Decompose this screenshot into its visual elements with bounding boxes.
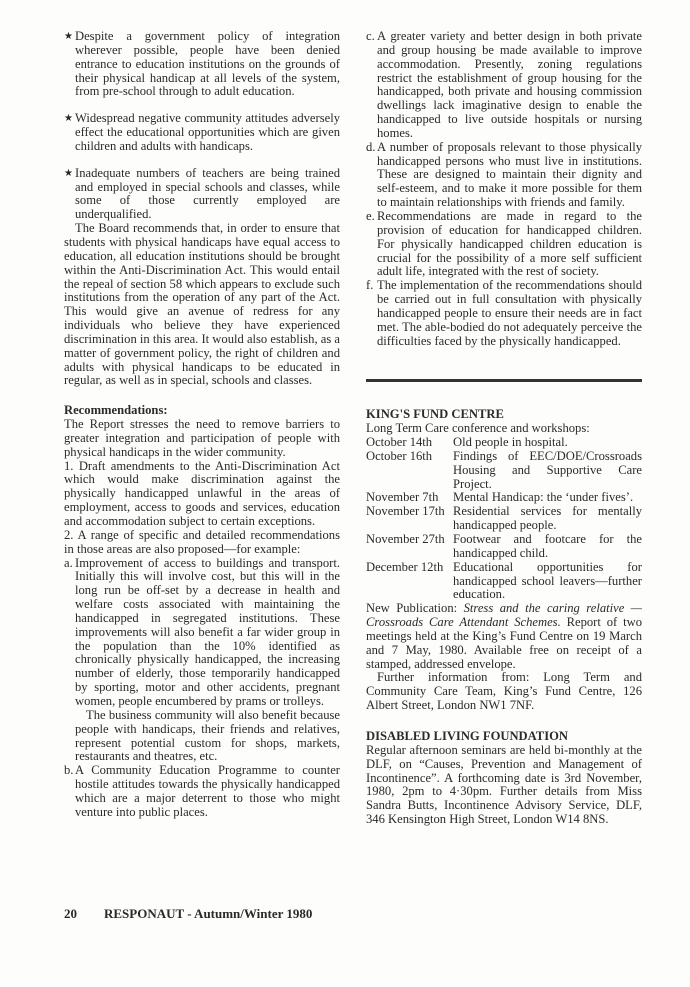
recommendations-intro: The Report stresses the need to remove barriers to greater integration and participation of people with physical handicaps in the wider community. xyxy=(64,417,340,459)
schedule-topic: Findings of EEC/DOE/Crossroads Housing and Supportive Care Project. xyxy=(453,448,642,491)
schedule-topic: Old people in hospital. xyxy=(453,435,568,450)
recommendations-heading: Recommendations: xyxy=(64,403,168,418)
lettered-item-b xyxy=(64,764,340,819)
publication-name: RESPONAUT - Autumn/Winter 1980 xyxy=(104,906,313,921)
item-text: Recommendations are made in regard to the provision of education for handicapped children. For physically handicapped children education is crucial for the possibility of a more self sufficient adult life, integrated with the rest of society. xyxy=(377,208,642,279)
item-label: b. xyxy=(64,763,74,778)
schedule-list xyxy=(366,436,642,602)
schedule-topic: Educational opportunities for handicapped school leavers—further education. xyxy=(453,559,642,602)
item-text: A greater variety and better design in both private and group housing be made available to improve accommodation. Presently, zoning regulations restrict the establishment of group housing for the handicapped, both private and housing commission dwellings lack imaginative design to enable the handicapped to live outside hospitals or nursing homes. xyxy=(377,29,642,140)
lettered-item-e xyxy=(366,210,642,279)
publication-title: Stress and the caring relative — Crossroads Care Attendant Schemes. xyxy=(366,601,642,630)
schedule-date: October 16th xyxy=(366,448,433,463)
numbered-recommendation: 1. Draft amendments to the Anti-Discrimination Act which would make discrimination against the physically handicapped unlawful in the areas of employment, access to goods and services, education and accommodation subject to certain exceptions. xyxy=(64,458,340,528)
schedule-date: November 7th xyxy=(366,490,439,505)
kings-fund-intro: Long Term Care conference and workshops: xyxy=(366,421,590,436)
publication-description: Report of two meetings held at the King’s Fund Centre on 19 March and 7 May, 1980. Available free on receipt of a stamped, addressed envelope. xyxy=(366,615,642,671)
item-a-continuation: The business community will also benefit because people with handicaps, their friends and relatives, represent potential custom for shops, markets, restaurants and theatres, etc. xyxy=(75,707,340,764)
bullet-text: Despite a government policy of integration wherever possible, people have been denied entrance to education institutions on the grounds of their physical handicap at all levels of the system, from pre-school through to adult education. xyxy=(75,29,340,99)
right-column xyxy=(366,30,642,827)
page-number: 20 xyxy=(64,906,77,921)
item-label: d. xyxy=(366,139,376,154)
numbered-recommendation: 2. A range of specific and detailed recommendations in those areas are also proposed—for example: xyxy=(64,527,340,556)
item-text: Improvement of access to buildings and transport. Initially this will involve cost, but this will in the long run be off-set by a decrease in health and welfare costs associated with maintaining the handicapped in segregated institutions. These improvements will also benefit a far wider group in the population than the 10% identified as chronically physically handicapped, the increasing number of elderly, those temporarily handicapped by sporting, motor and other accidents, pregnant women, people encumbered by prams or trolleys. xyxy=(75,555,340,708)
further-information: Further information from: Long Term and Community Care Team, King’s Fund Centre, 126 Albert Street, London NW1 7NF. xyxy=(366,670,642,713)
kings-fund-heading: KING'S FUND CENTRE xyxy=(366,407,504,422)
star-bullet-icon: ★ xyxy=(64,167,73,179)
schedule-row xyxy=(366,450,642,492)
lettered-item-c xyxy=(366,30,642,141)
lettered-item-a xyxy=(64,557,340,709)
schedule-row xyxy=(366,436,642,450)
item-text: A Community Education Programme to counter hostile attitudes towards the physically handicapped which are a major deterrent to those who might venture into public places. xyxy=(75,763,340,819)
schedule-date: November 27th xyxy=(366,532,445,546)
bullet-item xyxy=(64,167,340,222)
schedule-topic: Mental Handicap: the ‘under fives’. xyxy=(453,490,634,505)
schedule-topic: Footwear and footcare for the handicapped child. xyxy=(453,532,642,560)
publication-label: New Publication: xyxy=(366,601,464,616)
bullet-text: Inadequate numbers of teachers are being trained and employed in special schools and classes, while some of those currently employed are underqualified. xyxy=(75,165,340,222)
item-label: c. xyxy=(366,29,375,43)
schedule-row xyxy=(366,505,642,533)
schedule-date: November 17th xyxy=(366,504,445,519)
bullet-item xyxy=(64,30,340,99)
schedule-row xyxy=(366,533,642,561)
schedule-row xyxy=(366,491,642,505)
left-column xyxy=(64,30,340,820)
item-label: a. xyxy=(64,555,73,570)
item-label: f. xyxy=(366,278,374,293)
bullet-text: Widespread negative community attitudes adversely effect the educational opportunities which are given children and adults with handicaps. xyxy=(75,111,340,153)
schedule-topic: Residential services for mentally handicapped people. xyxy=(453,504,642,533)
page-footer xyxy=(64,907,312,921)
star-bullet-icon: ★ xyxy=(64,113,73,125)
board-paragraph: The Board recommends that, in order to ensure that students with physical handicaps have equal access to education, all education institutions should be brought within the Anti-Discrimination Act. This would entail the repeal of section 58 which appears to exclude such institutions from the operation of any part of the Act. This would give an avenue of redress for any individuals who believe they have experienced discrimination in this area. It would also establish, as a matter of government policy, the right of children and adults with physical handicaps to be educated in regular, as well as in special, schools and classes. xyxy=(64,221,340,388)
star-bullet-icon: ★ xyxy=(64,31,73,42)
dlf-heading: DISABLED LIVING FOUNDATION xyxy=(366,728,568,743)
item-label: e. xyxy=(366,208,375,223)
lettered-item-d xyxy=(366,141,642,210)
bullet-item xyxy=(64,112,340,154)
lettered-item-f xyxy=(366,279,642,348)
section-divider xyxy=(366,379,642,382)
item-text: The implementation of the recommendations should be carried out in full consultation with physically handicapped people to ensure their needs are in fact met. The able-bodied do not adequately perceive the difficulties faced by the physically handicapped. xyxy=(377,278,642,348)
dlf-text: Regular afternoon seminars are held bi-monthly at the DLF, on “Causes, Prevention and Management of Incontinence”. A forthcoming date is 3rd November, 1980, 2pm to 4·30pm. Further details from Miss Sandra Butts, Incontinence Advisory Service, DLF, 346 Kensington High Street, London W14 8NS. xyxy=(366,742,642,827)
schedule-date: December 12th xyxy=(366,559,444,574)
new-publication xyxy=(366,602,642,671)
schedule-date: October 14th xyxy=(366,435,433,450)
schedule-row xyxy=(366,561,642,603)
item-text: A number of proposals relevant to those physically handicapped persons who must live in institutions. These are designed to maintain their dignity and self-esteem, and to make it more possible for them to maintain relationships with friends and family. xyxy=(377,139,642,210)
